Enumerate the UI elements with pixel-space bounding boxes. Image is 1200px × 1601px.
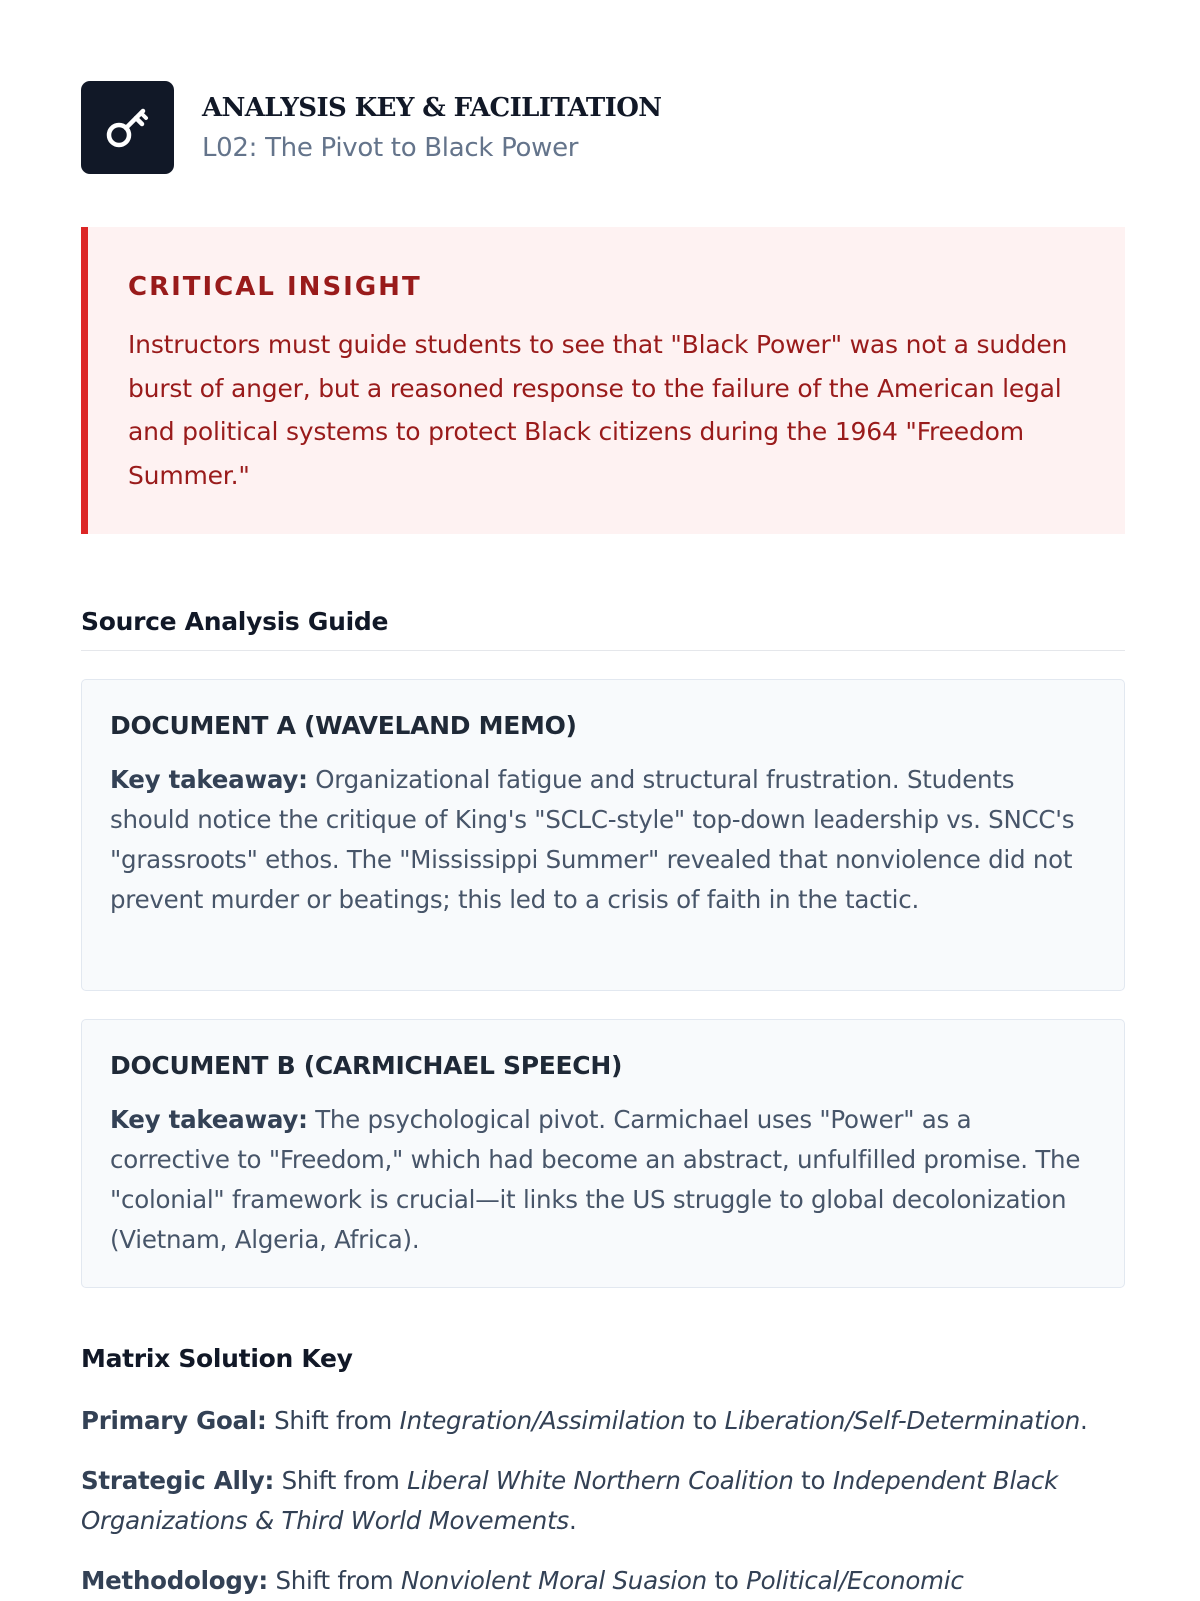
- document-a-title: DOCUMENT A (WAVELAND MEMO): [110, 711, 577, 740]
- matrix-item-end: .: [1080, 1406, 1088, 1435]
- matrix-item-from: Nonviolent Moral Suasion: [400, 1566, 707, 1595]
- page-title: ANALYSIS KEY & FACILITATION: [202, 92, 662, 123]
- header-text: [202, 91, 661, 165]
- matrix-item-label: Methodology:: [81, 1566, 268, 1595]
- matrix-item-label: Primary Goal:: [81, 1406, 267, 1435]
- matrix-item-mid: to: [714, 1566, 739, 1595]
- matrix-item-pre: Shift from: [274, 1406, 393, 1435]
- document-b-text: The psychological pivot. Carmichael uses "Power" as a corrective to "Freedom," which had become an abstract, unfulfilled promise. The "colonial" framework is crucial—it links the US struggle to global decolonization (Vietnam, Algeria, Africa).: [110, 1105, 1081, 1254]
- matrix-item-pre: Shift from: [275, 1566, 394, 1595]
- document-a-card: [81, 679, 1125, 991]
- document-a-text: Organizational fatigue and structural frustration. Students should notice the critique of King's "SCLC-style" top-down leadership vs. SNCC's "grassroots" ethos. The "Mississippi Summer" revealed that nonviolence did not prevent murder or beatings; this led to a crisis of faith in the tactic.: [110, 765, 1075, 914]
- critical-insight-callout: [81, 227, 1125, 534]
- document-b-title: DOCUMENT B (CARMICHAEL SPEECH): [110, 1051, 623, 1080]
- matrix-item-to: Political/Economic: [746, 1566, 964, 1595]
- matrix-item-to: Liberation/Self-Determination: [724, 1406, 1080, 1435]
- key-icon: [102, 102, 154, 154]
- analysis-key-page: [81, 81, 1125, 1601]
- matrix-item-to: Independent Black Organizations & Third World Movements: [81, 1466, 1058, 1535]
- matrix-item-primary-goal: [81, 1401, 1125, 1441]
- document-b-card: [81, 1019, 1125, 1288]
- document-a-body: [110, 760, 1096, 920]
- matrix-item-label: Strategic Ally:: [81, 1466, 275, 1495]
- matrix-heading: Matrix Solution Key: [81, 1344, 353, 1373]
- matrix-item-mid: to: [801, 1466, 826, 1495]
- document-b-body: [110, 1100, 1096, 1260]
- matrix-item-strategic-ally: [81, 1461, 1125, 1541]
- matrix-item-end: .: [568, 1506, 577, 1535]
- document-b-lead: Key takeaway:: [110, 1105, 308, 1134]
- critical-insight-body: Instructors must guide students to see that "Black Power" was not a sudden burst of anger, but a reasoned response to the failure of the American legal and political systems to protect Black citizens during the 1964 "Freedom Summer.": [128, 330, 1068, 490]
- key-badge: [81, 81, 174, 174]
- critical-insight-label: CRITICAL INSIGHT: [128, 272, 422, 302]
- page-header: [81, 81, 1125, 174]
- matrix-item-methodology: [81, 1561, 1125, 1601]
- source-analysis-heading: Source Analysis Guide: [81, 606, 1125, 651]
- matrix-item-from: Liberal White Northern Coalition: [407, 1466, 794, 1495]
- matrix-item-pre: Shift from: [281, 1466, 400, 1495]
- page-subtitle: L02: The Pivot to Black Power: [202, 132, 579, 163]
- matrix-item-from: Integration/Assimilation: [399, 1406, 686, 1435]
- document-a-lead: Key takeaway:: [110, 765, 308, 794]
- matrix-item-mid: to: [692, 1406, 718, 1435]
